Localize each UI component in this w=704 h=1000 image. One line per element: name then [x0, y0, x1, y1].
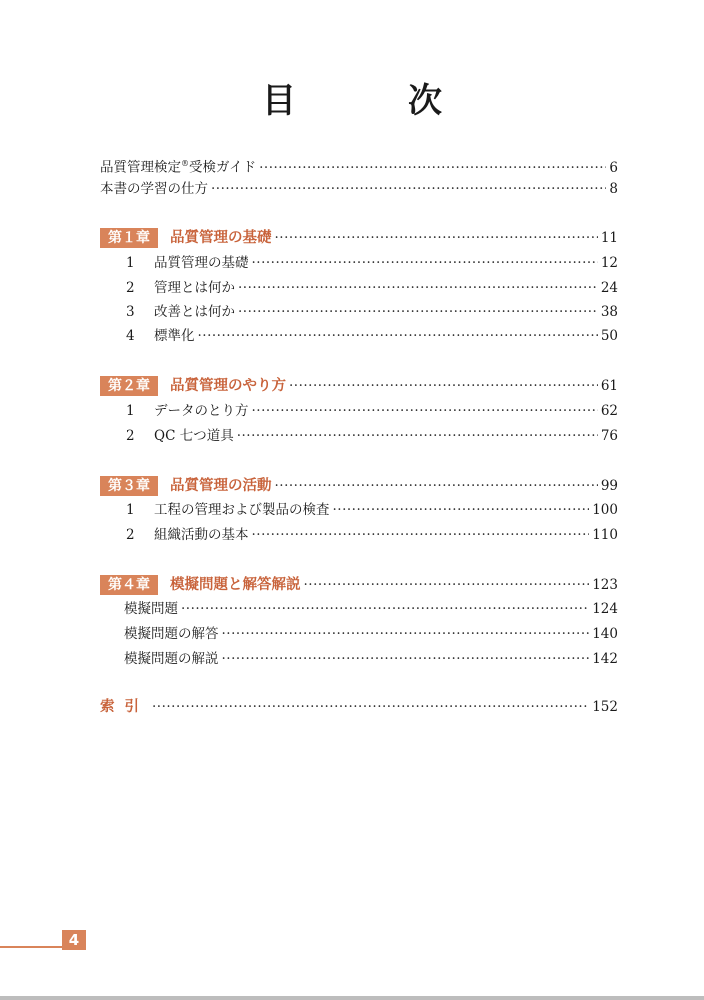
dot-leader	[211, 180, 606, 198]
dot-leader	[222, 625, 590, 643]
toc-entry-text: 標準化	[154, 328, 195, 344]
index-label: 索引	[100, 699, 149, 715]
page-number: 4	[62, 930, 86, 950]
toc-page-number: 12	[600, 255, 618, 271]
dot-leader	[333, 501, 590, 519]
dot-leader	[181, 600, 589, 618]
title-char-2: 次	[408, 81, 442, 121]
toc-entry[interactable]	[126, 402, 618, 420]
toc-entry-index[interactable]	[100, 698, 618, 716]
page-title	[0, 78, 704, 124]
toc-entry[interactable]	[100, 155, 618, 177]
toc-page-number: 142	[592, 651, 618, 667]
toc-entry-text: 組織活動の基本	[154, 527, 249, 543]
toc-entry-text: データのとり方	[154, 403, 249, 419]
dot-leader	[252, 402, 598, 420]
dot-leader	[222, 650, 590, 668]
toc-entry[interactable]	[124, 625, 618, 643]
section-number: 2	[126, 527, 135, 543]
toc-page-number: 6	[609, 159, 618, 176]
section-number: 2	[126, 428, 135, 444]
toc-entry[interactable]	[124, 650, 618, 668]
toc-entry-text: QC 七つ道具	[154, 428, 234, 444]
dot-leader	[152, 698, 589, 716]
toc-entry-text: 本書の学習の仕方	[100, 181, 208, 197]
toc-entry[interactable]	[100, 180, 618, 198]
chapter-badge: 第３章	[100, 476, 158, 496]
chapter-heading[interactable]	[100, 376, 618, 396]
toc-entry-text: 模擬問題の解答	[124, 626, 219, 642]
toc-page-number: 110	[592, 527, 618, 543]
dot-leader	[259, 159, 606, 177]
toc-page-number: 24	[600, 280, 618, 296]
toc-entry-text: 模擬問題の解説	[124, 651, 219, 667]
toc-entry[interactable]	[126, 526, 618, 544]
section-number: 4	[126, 328, 135, 344]
toc-entry[interactable]	[126, 254, 618, 272]
section-number: 1	[126, 255, 135, 271]
toc-entry-text: 模擬問題	[124, 601, 178, 617]
chapter-badge: 第４章	[100, 575, 158, 595]
toc-entry[interactable]	[126, 427, 618, 445]
toc-page-number: 99	[600, 478, 618, 494]
dot-leader	[238, 279, 598, 297]
toc-page-number: 62	[600, 403, 618, 419]
toc-entry-text: 品質管理検定®受検ガイド	[100, 159, 257, 176]
chapter-title: 模擬問題と解答解説	[170, 577, 301, 593]
dot-leader	[275, 477, 598, 495]
dot-leader	[237, 427, 598, 445]
dot-leader	[252, 254, 598, 272]
toc-entry[interactable]	[126, 279, 618, 297]
footer-rule	[0, 946, 62, 948]
dot-leader	[238, 303, 598, 321]
dot-leader	[198, 327, 598, 345]
toc-entry[interactable]	[124, 600, 618, 618]
toc-page-number: 11	[600, 230, 618, 246]
toc-entry[interactable]	[126, 501, 618, 519]
chapter-heading[interactable]	[100, 228, 618, 248]
toc-entry-text: 改善とは何か	[154, 304, 235, 320]
toc-entry[interactable]	[126, 327, 618, 345]
bottom-divider	[0, 996, 704, 1000]
section-number: 3	[126, 304, 135, 320]
chapter-title: 品質管理のやり方	[170, 378, 286, 394]
toc-entry-text: 管理とは何か	[154, 280, 235, 296]
toc-page-number: 152	[592, 699, 618, 715]
toc-entry-text: 工程の管理および製品の検査	[154, 502, 330, 518]
section-number: 2	[126, 280, 135, 296]
toc-page-number: 100	[592, 502, 618, 518]
toc-page-number: 76	[600, 428, 618, 444]
toc-entry[interactable]	[126, 303, 618, 321]
chapter-heading[interactable]	[100, 476, 618, 496]
chapter-badge: 第２章	[100, 376, 158, 396]
chapter-heading[interactable]	[100, 575, 618, 595]
section-number: 1	[126, 502, 135, 518]
chapter-title: 品質管理の基礎	[170, 230, 272, 246]
toc-page-number: 8	[609, 181, 618, 197]
toc-page-number: 124	[592, 601, 618, 617]
dot-leader	[289, 377, 598, 395]
chapter-title: 品質管理の活動	[170, 478, 272, 494]
toc-page-number: 50	[600, 328, 618, 344]
title-char-1: 目	[262, 81, 296, 121]
toc-page-number: 38	[600, 304, 618, 320]
dot-leader	[304, 576, 590, 594]
section-number: 1	[126, 403, 135, 419]
toc-entry-text: 品質管理の基礎	[154, 255, 249, 271]
dot-leader	[252, 526, 590, 544]
dot-leader	[275, 229, 598, 247]
toc-page-number: 61	[600, 378, 618, 394]
toc-page-number: 140	[592, 626, 618, 642]
toc-page-number: 123	[592, 577, 618, 593]
chapter-badge: 第１章	[100, 228, 158, 248]
